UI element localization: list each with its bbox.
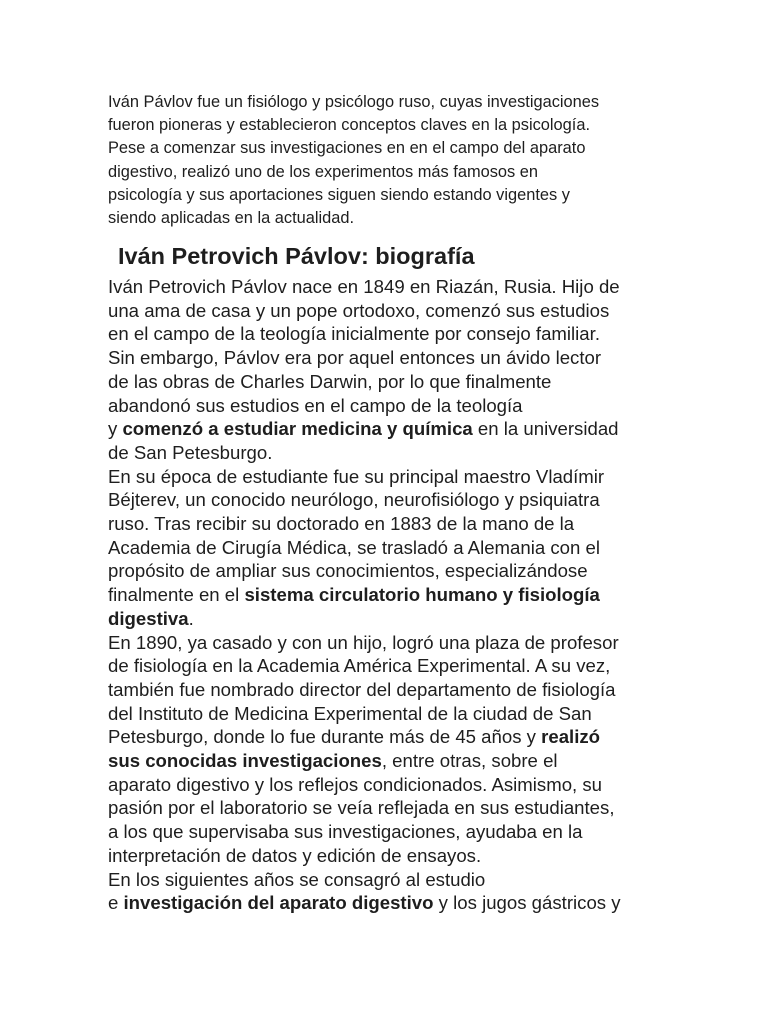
text-line (108, 583, 688, 607)
text-line: En 1890, ya casado y con un hijo, logró una plaza de profesor (108, 631, 619, 653)
bold-phrase: comenzó a estudiar medicina y química (122, 418, 473, 440)
bold-phrase: sistema circulatorio humano y fisiología (244, 584, 600, 606)
text-line: en el campo de la teología inicialmente por consejo familiar. (108, 323, 600, 345)
text-line: ruso. Tras recibir su doctorado en 1883 de la mano de la (108, 513, 575, 535)
text-line: de fisiología en la Academia América Experimental. A su vez, (108, 655, 611, 677)
intro-line: fueron pioneras y establecieron conceptos claves en la psicología. (108, 116, 590, 135)
text-line: de las obras de Charles Darwin, por lo que finalmente (108, 370, 552, 392)
intro-paragraph (108, 91, 688, 230)
biography-text (108, 275, 688, 915)
section-heading: Iván Petrovich Pávlov: biografía (118, 243, 475, 269)
text-line: Academia de Cirugía Médica, se trasladó a Alemania con el (108, 536, 600, 558)
text-line: de San Petesburgo. (108, 441, 273, 463)
bold-phrase: realizó (541, 726, 601, 748)
text-line (108, 725, 688, 749)
text-line: aparato digestivo y los reflejos condicionados. Asimismo, su (108, 773, 603, 795)
text-line: una ama de casa y un pope ortodoxo, comenzó sus estudios (108, 299, 610, 321)
intro-line: siendo aplicadas en la actualidad. (108, 209, 355, 228)
text-line (108, 891, 688, 915)
document-page (108, 91, 688, 914)
bold-phrase: investigación del aparato digestivo (123, 892, 434, 914)
text-line: abandonó sus estudios en el campo de la teología (108, 394, 523, 416)
text-run: en la universidad (472, 418, 619, 440)
text-run: , entre otras, sobre el (381, 750, 558, 772)
text-line: Iván Petrovich Pávlov nace en 1849 en Riazán, Rusia. Hijo de (108, 276, 620, 297)
text-run: e (108, 892, 124, 914)
intro-line: Iván Pávlov fue un fisiólogo y psicólogo ruso, cuyas investigaciones (108, 93, 600, 111)
text-line: también fue nombrado director del departamento de fisiología (108, 678, 616, 700)
text-run: y (108, 418, 123, 440)
intro-line: Pese a comenzar sus investigaciones en en el campo del aparato (108, 139, 586, 158)
text-line: a los que supervisaba sus investigaciones, ayudaba en la (108, 821, 583, 843)
text-line: Sin embargo, Pávlov era por aquel entonces un ávido lector (108, 347, 602, 369)
text-line: En los siguientes años se consagró al estudio (108, 868, 486, 890)
bold-phrase: digestiva (108, 607, 189, 629)
text-line: del Instituto de Medicina Experimental de la ciudad de San (108, 702, 592, 724)
text-run: finalmente en el (108, 584, 245, 606)
text-line (108, 749, 688, 773)
text-line (108, 417, 688, 441)
text-line: interpretación de datos y edición de ensayos. (108, 844, 482, 866)
text-line (108, 607, 688, 631)
text-line: pasión por el laboratorio se veía reflejada en sus estudiantes, (108, 797, 615, 819)
bold-phrase: sus conocidas investigaciones (108, 750, 382, 772)
intro-line: psicología y sus aportaciones siguen siendo estando vigentes y (108, 185, 570, 204)
text-line: propósito de ampliar sus conocimientos, especializándose (108, 560, 588, 582)
text-run: . (188, 607, 194, 629)
text-line: Béjterev, un conocido neurólogo, neurofisiólogo y psiquiatra (108, 489, 600, 511)
text-line: En su época de estudiante fue su principal maestro Vladímir (108, 465, 605, 487)
text-run: y los jugos gástricos y (433, 892, 621, 914)
intro-line: digestivo, realizó uno de los experimentos más famosos en (108, 162, 539, 181)
text-run: Petesburgo, donde lo fue durante más de 45 años y (108, 726, 542, 748)
